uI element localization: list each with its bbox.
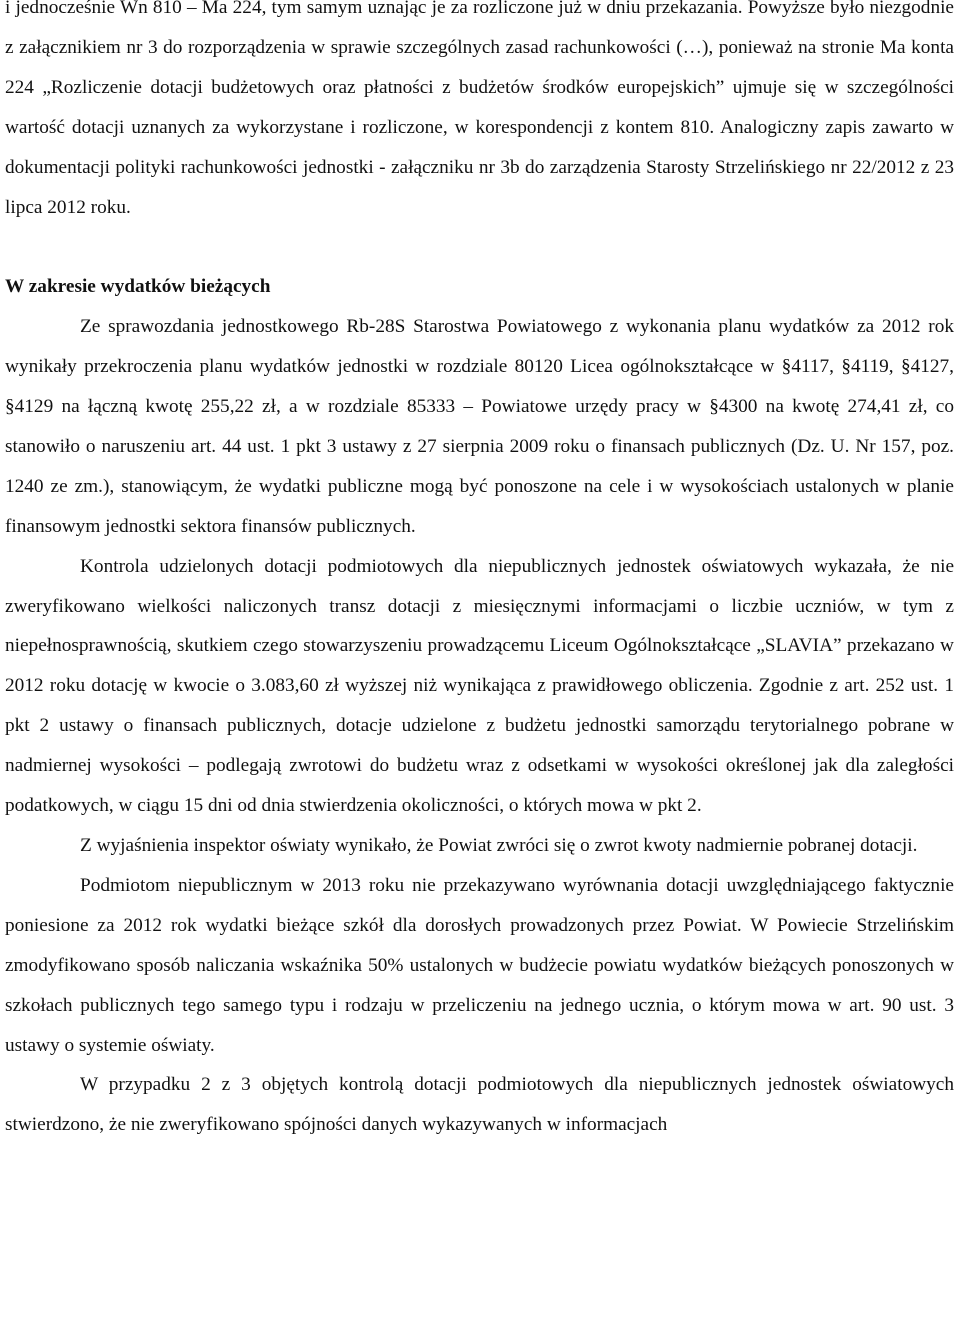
paragraph-rb28s-report: Ze sprawozdania jednostkowego Rb-28S Starostwa Powiatowego z wykonania planu wydatków za 2012 rok wynikały przekroczenia planu wydatków jednostki w rozdziale 80120 Licea ogólnokształcące w §4117, §4119, §4127, §4129 na łączną kwotę 255,22 zł, a w rozdziale 85333 – Powiatowe urzędy pracy w §4300 na kwotę 274,41 zł, co stanowiło o naruszeniu art. 44 ust. 1 pkt 3 ustawy z 27 sierpnia 2009 roku o finansach publicznych (Dz. U. Nr 157, poz. 1240 ze zm.), stanowiącym, że wydatki publiczne mogą być ponoszone na cele i w wysokościach ustalonych w planie finansowym jednostki sektora finansów publicznych. [5,316,954,537]
paragraph-adult-schools: Podmiotom niepublicznym w 2013 roku nie przekazywano wyrównania dotacji uwzględniającego faktycznie poniesione za 2012 rok wydatki bieżące szkół dla dorosłych prowadzonych przez Powiat. W Powiecie Strzelińskim zmodyfikowano sposób naliczania wskaźnika 50% ustalonych w budżecie powiatu wydatków bieżących ponoszonych w szkołach publicznych tego samego typu i rodzaju w przeliczeniu na jednego ucznia, o którym mowa w art. 90 ust. 3 ustawy o systemie oświaty. [5,874,954,1056]
paragraph-inspector-explanation: Z wyjaśnienia inspektor oświaty wynikało, że Powiat zwróci się o zwrot kwoty nadmiernie pobranej dotacji. [80,835,918,857]
paragraph-subsidy-control: Kontrola udzielonych dotacji podmiotowych dla niepublicznych jednostek oświatowych wykazała, że nie zweryfikowano wielkości naliczonych transz dotacji z miesięcznymi informacjami o liczbie uczniów, w tym z niepełnosprawnością, skutkiem czego stowarzyszeniu prowadzącemu Liceum Ogólnokształcące „SLAVIA” przekazano w 2012 roku dotację w kwocie o 3.083,60 zł wyższej niż wynikająca z prawidłowego obliczenia. Zgodnie z art. 252 ust. 1 pkt 2 ustawy o finansach publicznych, dotacje udzielone z budżetu jednostki samorządu terytorialnego pobrane w nadmiernej wysokości – podlegają zwrotowi do budżetu wraz z odsetkami w wysokości określonej jak dla zaległości podatkowych, w ciągu 15 dni od dnia stwierdzenia okoliczności, o których mowa w pkt 2. [5,555,954,817]
paragraph-data-consistency: W przypadku 2 z 3 objętych kontrolą dotacji podmiotowych dla niepublicznych jednostek oświatowych stwierdzono, że nie zweryfikowano spójności danych wykazywanych w informacjach [5,1074,954,1136]
paragraph-accounting-entry: i jednocześnie Wn 810 – Ma 224, tym samym uznając je za rozliczone już w dniu przekazania. Powyższe było niezgodnie z załącznikiem nr 3 do rozporządzenia w sprawie szczególnych zasad rachunkowości (…), ponieważ na stronie Ma konta 224 „Rozliczenie dotacji budżetowych oraz płatności z budżetów środków europejskich” ujmuje się w szczególności wartość dotacji uznanych za wykorzystane i rozliczone, w korespondencji z kontem 810. Analogiczny zapis zawarto w dokumentacji polityki rachunkowości jednostki - załączniku nr 3b do zarządzenia Starosty Strzelińskiego nr 22/2012 z 23 lipca 2012 roku. [5,0,954,218]
section-heading-current-expenses: W zakresie wydatków bieżących [5,276,271,298]
